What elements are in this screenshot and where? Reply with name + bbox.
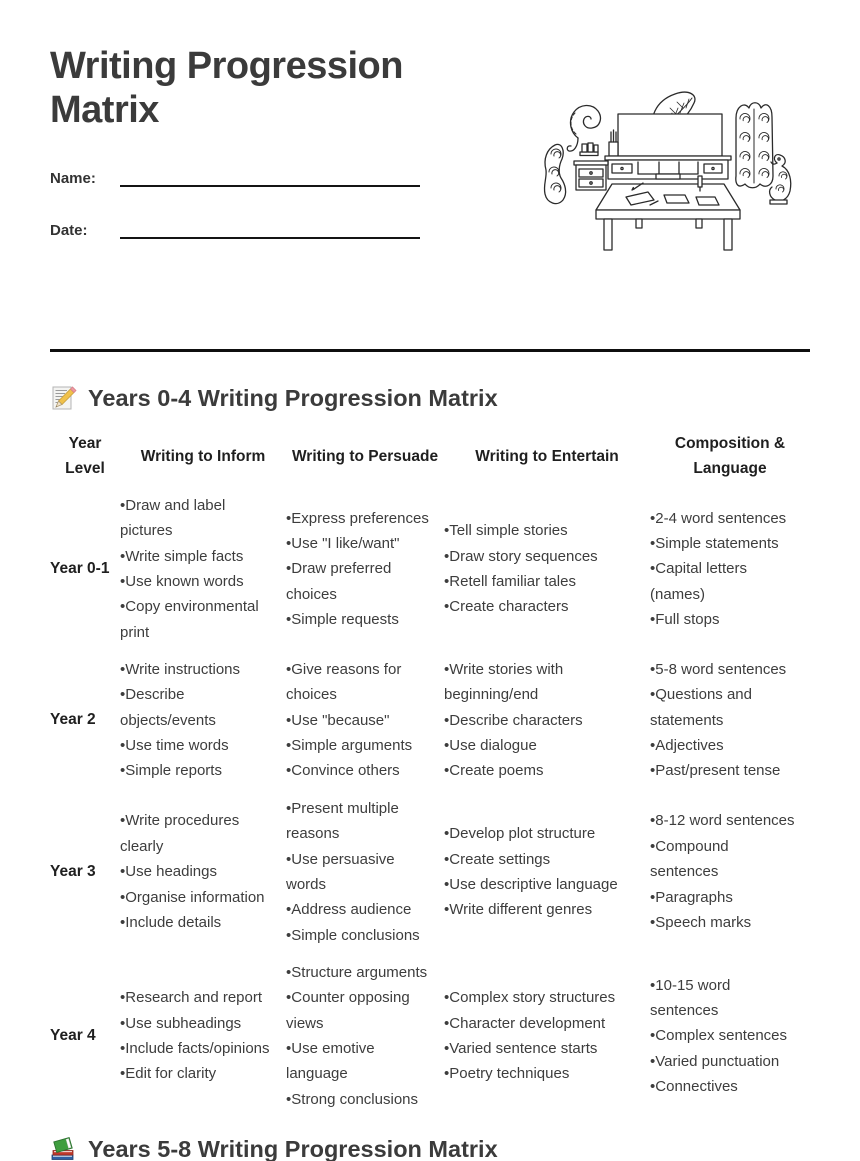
matrix-cell-composition [650, 651, 810, 790]
name-input-line[interactable] [120, 167, 420, 187]
memo-pencil-icon [50, 385, 77, 412]
bullet-item: • Write different genres [444, 897, 640, 922]
bullet-item: • Simple reports [120, 758, 276, 783]
matrix-cell-entertain [444, 790, 650, 954]
matrix-cell-entertain [444, 954, 650, 1118]
section-heading-text: Years 5-8 Writing Progression Matrix [88, 1135, 498, 1161]
table-row [50, 651, 810, 790]
bullet-item: • 10-15 word sentences [650, 973, 800, 1024]
bullet-item: • Organise information [120, 885, 276, 910]
bullet-item: • Counter opposing views [286, 985, 434, 1036]
table-row [50, 487, 810, 651]
bullet-item: • Use "because" [286, 708, 434, 733]
bullet-item: • Give reasons for choices [286, 657, 434, 708]
table-row [50, 790, 810, 954]
year-level-cell: Year 3 [50, 862, 96, 880]
bullet-item: • Adjectives [650, 733, 800, 758]
bullet-item: • Use time words [120, 733, 276, 758]
bullet-item: • Use emotive language [286, 1036, 434, 1087]
section-heading-text: Years 0-4 Writing Progression Matrix [88, 384, 498, 411]
bullet-item: • Create characters [444, 594, 640, 619]
bullet-item: • 8-12 word sentences [650, 808, 800, 833]
column-header: Writing to Persuade [291, 447, 439, 465]
column-header: Year Level [65, 434, 105, 478]
header-row [50, 426, 810, 487]
bullet-item: • Convince others [286, 758, 434, 783]
bullet-item: • Questions and statements [650, 682, 800, 733]
bullet-item: • Present multiple reasons [286, 796, 434, 847]
bullet-item: • Connectives [650, 1074, 800, 1099]
year-level-cell: Year 2 [50, 711, 96, 729]
bullet-item: • Simple statements [650, 531, 800, 556]
bullet-item: • Draw preferred choices [286, 556, 434, 607]
books-icon [50, 1136, 77, 1161]
bullet-item: • Draw and label pictures [120, 493, 276, 544]
bullet-item: • Character development [444, 1011, 640, 1036]
section-heading-years-5-8 [50, 1136, 810, 1161]
matrix-cell-persuade [286, 954, 444, 1118]
bullet-item: • Past/present tense [650, 758, 800, 783]
matrix-cell-inform [120, 487, 286, 651]
bullet-item: • Write instructions [120, 657, 276, 682]
matrix-cell-inform [120, 651, 286, 790]
bullet-item: • Varied punctuation [650, 1049, 800, 1074]
bullet-item: • Capital letters (names) [650, 556, 800, 607]
bullet-item: • Paragraphs [650, 885, 800, 910]
bullet-item: • Use dialogue [444, 733, 640, 758]
name-label: Name: [50, 169, 96, 187]
section-divider [50, 349, 810, 352]
column-header: Composition & Language [674, 434, 786, 478]
bullet-item: • Write procedures clearly [120, 808, 276, 859]
bullet-item: • Express preferences [286, 506, 434, 531]
bullet-item: • 2-4 word sentences [650, 506, 800, 531]
bullet-item: • Use subheadings [120, 1011, 276, 1036]
bullet-item: • Create poems [444, 758, 640, 783]
bullet-item: • Create settings [444, 847, 640, 872]
bullet-item: • Simple arguments [286, 733, 434, 758]
bullet-item: • Develop plot structure [444, 821, 640, 846]
bullet-item: • Complex story structures [444, 985, 640, 1010]
date-label: Date: [50, 221, 88, 239]
bullet-item: • Describe objects/events [120, 682, 276, 733]
matrix-cell-composition [650, 954, 810, 1118]
bullet-item: • Use "I like/want" [286, 531, 434, 556]
bullet-item: • Retell familiar tales [444, 569, 640, 594]
matrix-cell-persuade [286, 790, 444, 954]
bullet-item: • Describe characters [444, 708, 640, 733]
matrix-cell-composition [650, 487, 810, 651]
section-heading-years-0-4 [50, 385, 810, 412]
matrix-cell-entertain [444, 487, 650, 651]
bullet-item: • Draw story sequences [444, 544, 640, 569]
bullet-item: • Use persuasive words [286, 847, 434, 898]
bullet-item: • Include details [120, 910, 276, 935]
column-header: Writing to Inform [140, 447, 266, 465]
bullet-item: • Use headings [120, 859, 276, 884]
bullet-item: • Complex sentences [650, 1023, 800, 1048]
bullet-item: • Edit for clarity [120, 1061, 276, 1086]
bullet-item: • Structure arguments [286, 960, 434, 985]
page-title: Writing Progression Matrix [50, 45, 403, 132]
table-header-row [50, 426, 810, 487]
bullet-item: • Include facts/opinions [120, 1036, 276, 1061]
matrix-cell-inform [120, 790, 286, 954]
bullet-item: • Copy environmental print [120, 594, 276, 645]
bullet-item: • Simple requests [286, 607, 434, 632]
column-header: Writing to Entertain [475, 447, 619, 465]
bullet-item: • Varied sentence starts [444, 1036, 640, 1061]
bullet-item: • Research and report [120, 985, 276, 1010]
year-level-cell: Year 4 [50, 1026, 96, 1044]
bullet-item: • Speech marks [650, 910, 800, 935]
bullet-item: • Use known words [120, 569, 276, 594]
bullet-item: • Tell simple stories [444, 518, 640, 543]
bullet-item: • Use descriptive language [444, 872, 640, 897]
bullet-item: • Write simple facts [120, 544, 276, 569]
matrix-cell-entertain [444, 651, 650, 790]
matrix-cell-persuade [286, 651, 444, 790]
matrix-cell-persuade [286, 487, 444, 651]
bullet-item: • Compound sentences [650, 834, 800, 885]
table-body [50, 487, 810, 1118]
matrix-cell-composition [650, 790, 810, 954]
matrix-cell-inform [120, 954, 286, 1118]
year-level-cell: Year 0-1 [50, 559, 110, 577]
bullet-item: • Strong conclusions [286, 1087, 434, 1112]
bullet-item: • Poetry techniques [444, 1061, 640, 1086]
writing-desk-illustration [538, 88, 800, 256]
bullet-item: • 5-8 word sentences [650, 657, 800, 682]
bullet-item: • Simple conclusions [286, 923, 434, 948]
table-row [50, 954, 810, 1118]
bullet-item: • Write stories with beginning/end [444, 657, 640, 708]
date-input-line[interactable] [120, 219, 420, 239]
bullet-item: • Full stops [650, 607, 800, 632]
progression-table [50, 426, 810, 1118]
bullet-item: • Address audience [286, 897, 434, 922]
